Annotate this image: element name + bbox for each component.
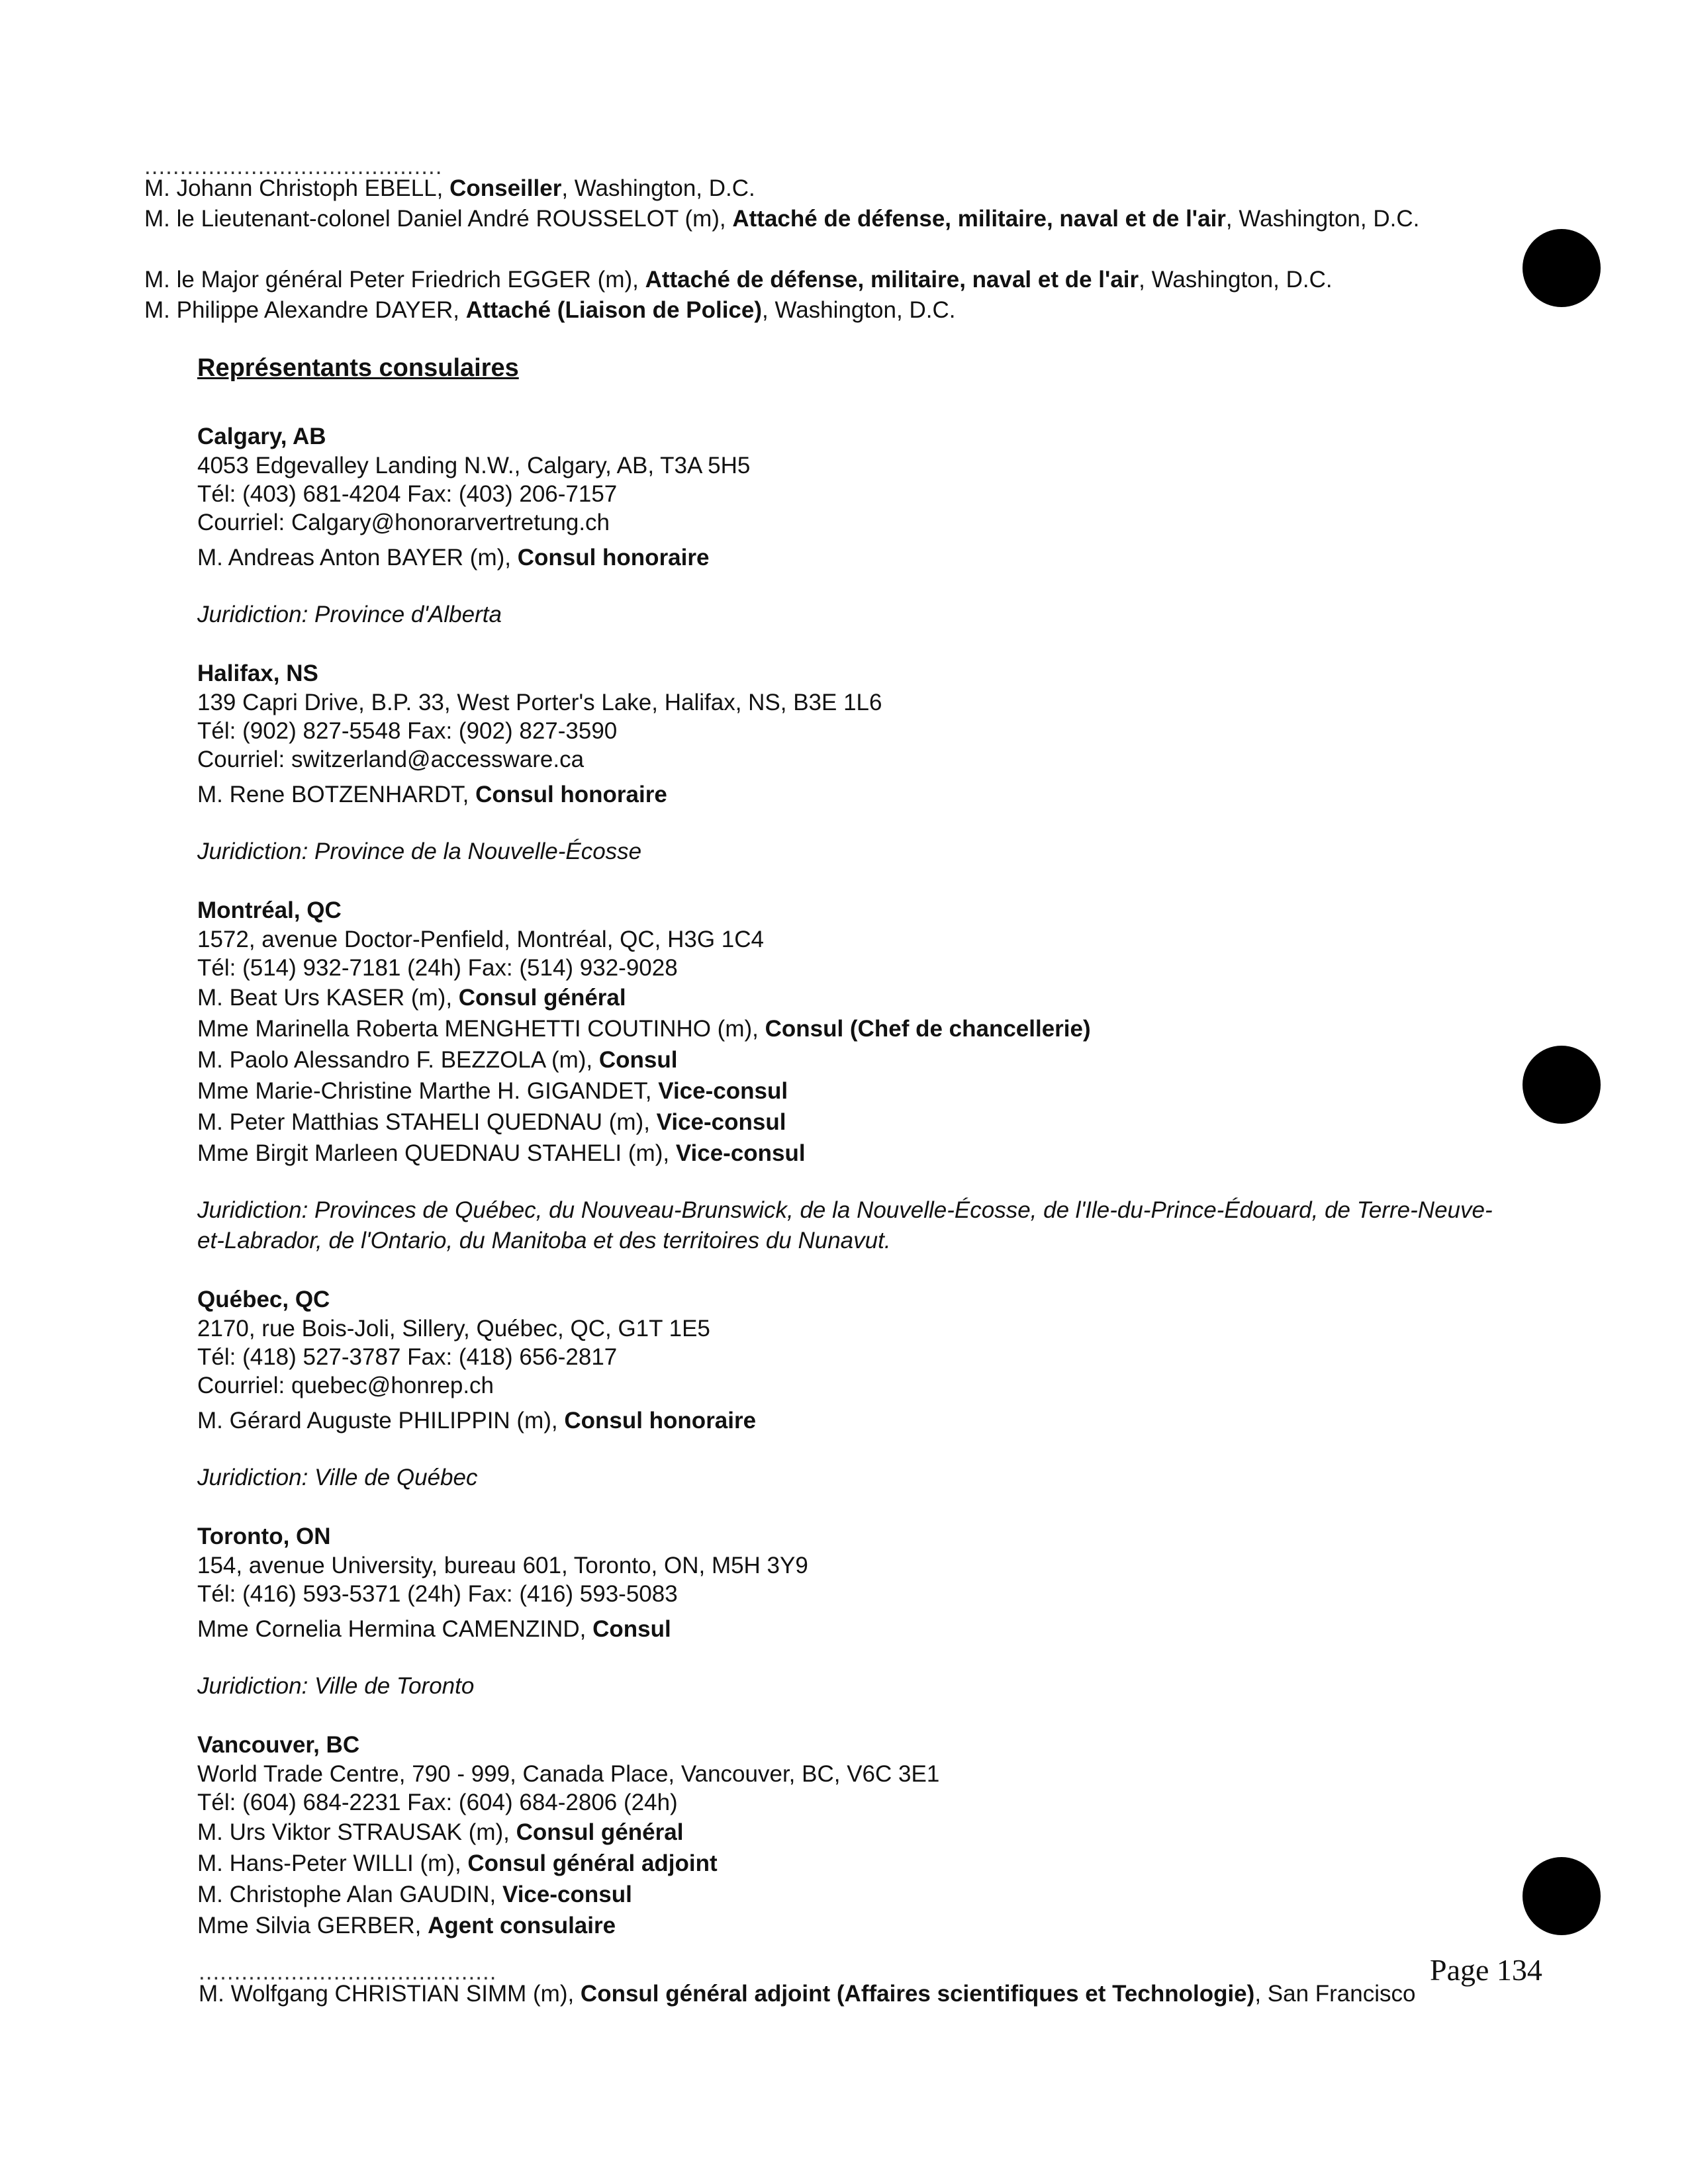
punch-hole-icon: [1523, 1046, 1601, 1124]
person-name: M. Urs Viktor STRAUSAK (m),: [197, 1819, 516, 1845]
staff-entry: [144, 204, 1534, 234]
staff-role: Attaché de défense, militaire, naval et de l'air: [732, 206, 1226, 232]
person-name: M. Hans-Peter WILLI (m),: [197, 1850, 468, 1876]
person-role: Vice-consul: [656, 1109, 786, 1135]
office-person: [197, 1614, 1521, 1645]
office-jurisdiction: Juridiction: Provinces de Québec, du Nouveau-Brunswick, de la Nouvelle-Écosse, de l'Ile-du-Prince-Édouard, de Terre-Neuve-et-Labrador, de l'Ontario, du Manitoba et des territoires du Nunavut.: [197, 1197, 1493, 1253]
office-city: Toronto, ON: [197, 1524, 331, 1549]
staff-entry: [199, 1979, 1415, 2009]
person-name: Mme Marie-Christine Marthe H. GIGANDET,: [197, 1078, 659, 1104]
staff-entry: [144, 265, 1534, 295]
office-address: 139 Capri Drive, B.P. 33, West Porter's Lake, Halifax, NS, B3E 1L6: [197, 690, 882, 715]
person-name: M. Peter Matthias STAHELI QUEDNAU (m),: [197, 1109, 657, 1135]
punch-hole-icon: [1523, 1857, 1601, 1935]
office-phone: Tél: (514) 932-7181 (24h) Fax: (514) 932-9028: [197, 955, 678, 981]
person-name: M. Gérard Auguste PHILIPPIN (m),: [197, 1408, 565, 1433]
office-email: Courriel: switzerland@accessware.ca: [197, 747, 585, 772]
person-name: Mme Marinella Roberta MENGHETTI COUTINHO (m),: [197, 1016, 765, 1042]
staff-name: M. Philippe Alexandre DAYER,: [144, 297, 466, 323]
person-name: M. Christophe Alan GAUDIN,: [197, 1882, 502, 1907]
office-quebec: [197, 1285, 1521, 1493]
office-address: World Trade Centre, 790 - 999, Canada Place, Vancouver, BC, V6C 3E1: [197, 1761, 940, 1787]
office-jurisdiction: Juridiction: Ville de Québec: [197, 1465, 478, 1490]
staff-location: , Washington, D.C.: [561, 175, 755, 201]
person-role: Consul: [598, 1047, 678, 1073]
staff-location: , Washington, D.C.: [1225, 206, 1420, 232]
person-name: M. Paolo Alessandro F. BEZZOLA (m),: [197, 1047, 599, 1073]
staff-name: M. le Major général Peter Friedrich EGGER (m),: [144, 267, 645, 293]
person-role: Consul général adjoint: [467, 1850, 718, 1876]
person-name: Mme Silvia GERBER,: [197, 1913, 428, 1938]
office-person: [197, 1107, 1521, 1138]
person-role: Consul: [592, 1616, 671, 1642]
office-person: [197, 1013, 1521, 1044]
office-halifax: [197, 659, 1521, 867]
staff-name: M. Wolfgang CHRISTIAN SIMM (m),: [199, 1981, 581, 2007]
person-role: Consul honoraire: [564, 1408, 757, 1433]
staff-role: Attaché de défense, militaire, naval et de l'air: [645, 267, 1139, 293]
office-person: [197, 1138, 1521, 1169]
staff-role: Attaché (Liaison de Police): [465, 297, 763, 323]
office-montreal: [197, 896, 1521, 1256]
person-name: Mme Birgit Marleen QUEDNAU STAHELI (m),: [197, 1140, 676, 1166]
office-city: Calgary, AB: [197, 424, 326, 449]
office-calgary: [197, 422, 1521, 630]
office-address: 154, avenue University, bureau 601, Toronto, ON, M5H 3Y9: [197, 1553, 808, 1578]
office-email: Courriel: quebec@honrep.ch: [197, 1373, 494, 1398]
separator-dots: ..........................................: [199, 1959, 497, 1985]
embassy-staff-list: [144, 173, 1534, 326]
staff-role: Consul général adjoint (Affaires scientifiques et Technologie): [580, 1981, 1255, 2007]
person-name: M. Beat Urs KASER (m),: [197, 985, 459, 1011]
office-person: [197, 1848, 1521, 1879]
punch-hole-icon: [1523, 229, 1601, 307]
office-phone: Tél: (403) 681-4204 Fax: (403) 206-7157: [197, 481, 618, 507]
consular-offices: [197, 422, 1521, 1970]
office-city: Montréal, QC: [197, 897, 342, 923]
person-name: M. Andreas Anton BAYER (m),: [197, 545, 518, 570]
staff-entry: [144, 173, 1534, 204]
person-role: Vice-consul: [502, 1882, 632, 1907]
person-role: Vice-consul: [658, 1078, 788, 1104]
office-phone: Tél: (418) 527-3787 Fax: (418) 656-2817: [197, 1344, 618, 1370]
staff-location: , Washington, D.C.: [1139, 267, 1333, 293]
person-role: Agent consulaire: [428, 1913, 616, 1938]
office-person: [197, 1405, 1521, 1436]
office-city: Halifax, NS: [197, 660, 318, 686]
office-email: Courriel: Calgary@honorarvertretung.ch: [197, 510, 610, 535]
person-role: Consul (Chef de chancellerie): [765, 1016, 1091, 1042]
office-city: Vancouver, BC: [197, 1732, 360, 1758]
office-phone: Tél: (416) 593-5371 (24h) Fax: (416) 593-5083: [197, 1581, 678, 1607]
office-person: [197, 779, 1521, 810]
person-role: Consul général: [516, 1819, 684, 1845]
staff-entry: [144, 295, 1534, 326]
office-address: 2170, rue Bois-Joli, Sillery, Québec, QC, G1T 1E5: [197, 1316, 710, 1342]
separator-dots: ..........................................: [144, 154, 443, 179]
office-phone: Tél: (604) 684-2231 Fax: (604) 684-2806 (24h): [197, 1790, 678, 1815]
office-city: Québec, QC: [197, 1287, 330, 1312]
office-jurisdiction: Juridiction: Province de la Nouvelle-Écosse: [197, 839, 642, 864]
office-person: [197, 1817, 1521, 1848]
person-name: M. Rene BOTZENHARDT,: [197, 782, 476, 807]
person-role: Consul général: [458, 985, 626, 1011]
office-person: [197, 1044, 1521, 1075]
office-toronto: [197, 1522, 1521, 1702]
office-person: [197, 1910, 1521, 1941]
staff-location: , San Francisco: [1254, 1981, 1416, 2007]
office-jurisdiction: Juridiction: Province d'Alberta: [197, 602, 502, 627]
office-person: [197, 1075, 1521, 1107]
staff-location: , Washington, D.C.: [762, 297, 956, 323]
office-vancouver: [197, 1731, 1521, 1941]
office-jurisdiction: Juridiction: Ville de Toronto: [197, 1673, 475, 1699]
person-role: Consul honoraire: [517, 545, 710, 570]
staff-name: M. Johann Christoph EBELL,: [144, 175, 450, 201]
office-person: [197, 542, 1521, 573]
office-person: [197, 1879, 1521, 1910]
person-role: Consul honoraire: [475, 782, 667, 807]
page-number: Page 134: [1430, 1953, 1542, 1987]
section-title: Représentants consulaires: [197, 354, 519, 382]
office-address: 4053 Edgevalley Landing N.W., Calgary, AB, T3A 5H5: [197, 453, 751, 478]
office-person: [197, 982, 1521, 1013]
office-phone: Tél: (902) 827-5548 Fax: (902) 827-3590: [197, 718, 618, 744]
office-address: 1572, avenue Doctor-Penfield, Montréal, QC, H3G 1C4: [197, 927, 764, 952]
staff-role: Conseiller: [449, 175, 562, 201]
person-name: Mme Cornelia Hermina CAMENZIND,: [197, 1616, 593, 1642]
person-role: Vice-consul: [675, 1140, 806, 1166]
staff-name: M. le Lieutenant-colonel Daniel André ROUSSELOT (m),: [144, 206, 733, 232]
